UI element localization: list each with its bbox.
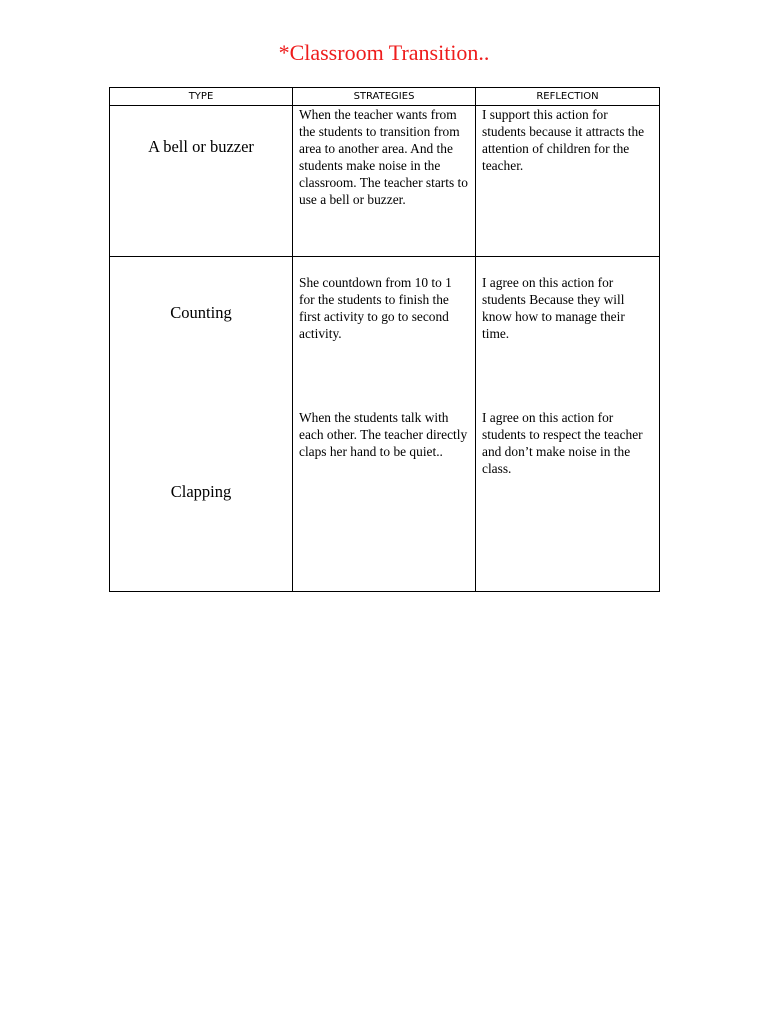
type-label: A bell or buzzer	[148, 137, 254, 156]
transition-table	[109, 87, 660, 592]
table-row	[110, 106, 660, 257]
reflection-cell	[476, 106, 660, 257]
reflection-text: I support this action for students because it attracts the attention of children for the teacher.	[482, 107, 645, 173]
page-title: *Classroom Transition..	[278, 40, 490, 65]
type-cell	[110, 257, 293, 592]
type-label: Counting	[170, 303, 232, 322]
type-cell	[110, 106, 293, 257]
reflection-text: I agree on this action for students Because they will know how to manage their time.	[482, 275, 625, 341]
table-header-row	[110, 88, 660, 106]
header-strategies: STRATEGIES	[293, 88, 476, 106]
strategy-text: When the teacher wants from the students to transition from area to another area. And the students make noise in the classroom. The teacher starts to use a bell or buzzer.	[299, 107, 468, 207]
strategy-cell	[293, 106, 476, 257]
reflection-text: I agree on this action for students to respect the teacher and don’t make noise in the class.	[482, 410, 643, 476]
strategy-text: She countdown from 10 to 1 for the students to finish the first activity to go to second activity.	[299, 275, 452, 341]
strategy-text: When the students talk with each other. The teacher directly claps her hand to be quiet..	[299, 410, 468, 459]
strategy-cell	[293, 257, 476, 592]
header-reflection: REFLECTION	[476, 88, 660, 106]
type-label: Clapping	[170, 482, 232, 501]
reflection-cell	[476, 257, 660, 592]
header-type: TYPE	[110, 88, 293, 106]
table-row	[110, 257, 660, 592]
